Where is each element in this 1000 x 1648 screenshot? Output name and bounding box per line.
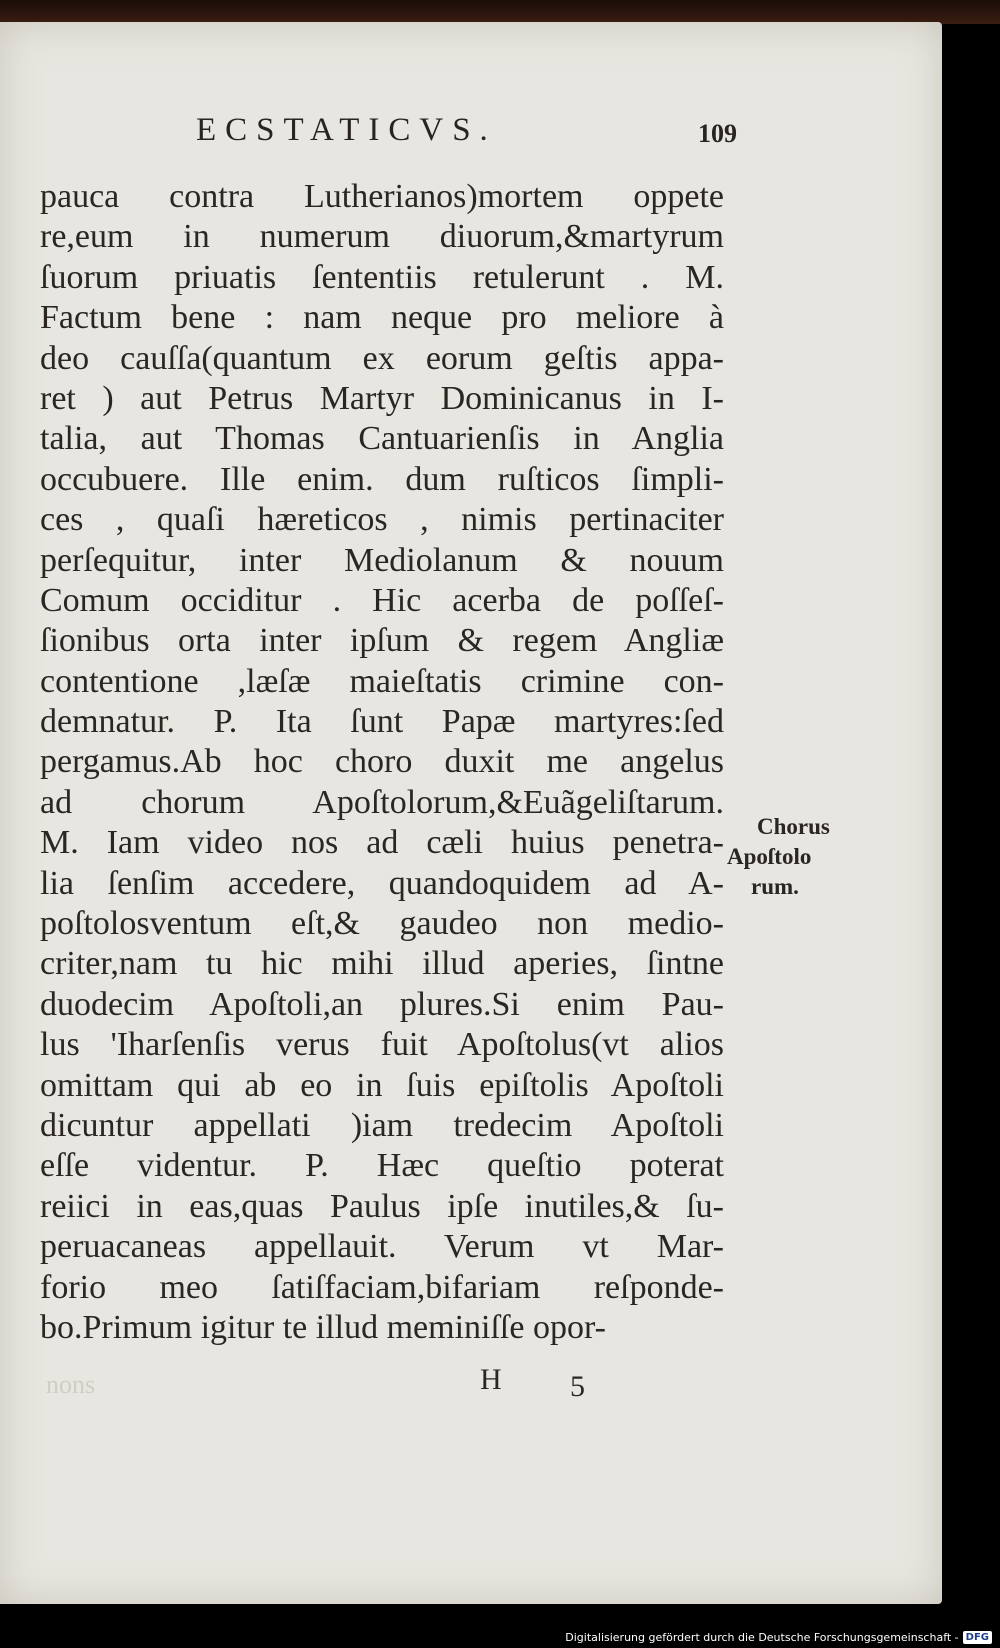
marginal-note-line: Apoſtolo bbox=[727, 844, 812, 869]
book-page bbox=[0, 22, 942, 1604]
text-line: lus 'Iharſenſis verus fuit Apoſtolus(vt alios bbox=[40, 1026, 724, 1064]
main-text-block bbox=[40, 177, 724, 1348]
text-line: ſionibus orta inter ipſum & regem Angliæ bbox=[40, 622, 724, 660]
text-line: contentione ,læſæ maieſtatis crimine con- bbox=[40, 662, 724, 700]
text-line: ces , quaſi hæreticos , nimis pertinaciter bbox=[40, 501, 724, 539]
signature-mark: H bbox=[480, 1363, 506, 1396]
text-line: forio meo ſatiſfaciam,bifariam reſponde- bbox=[40, 1268, 724, 1306]
digitization-footer bbox=[565, 1631, 992, 1644]
text-line: occubuere. Ille enim. dum ruſticos ſimpli- bbox=[40, 460, 724, 498]
text-line: demnatur. P. Ita ſunt Papæ martyres:ſed bbox=[40, 703, 724, 741]
text-line: reiici in eas,quas Paulus ipſe inutiles,& ſu- bbox=[40, 1187, 724, 1225]
marginal-note bbox=[727, 812, 857, 902]
text-line: deo cauſſa(quantum ex eorum geſtis appa- bbox=[40, 339, 724, 377]
book-edge-top bbox=[0, 0, 1000, 24]
text-line: pauca contra Lutherianos)mortem oppete bbox=[40, 178, 724, 215]
text-line: omittam qui ab eo in ſuis epiſtolis Apoſtoli bbox=[40, 1066, 724, 1104]
text-line: poſtolosventum eſt,& gaudeo non medio- bbox=[40, 905, 724, 943]
text-line: duodecim Apoſtoli,an plures.Si enim Pau- bbox=[40, 985, 724, 1023]
text-line: M. Iam video nos ad cæli huius penetra- bbox=[40, 824, 724, 862]
text-line: lia ſenſim accedere, quandoquidem ad A- bbox=[40, 864, 724, 902]
text-line: re,eum in numerum diuorum,&martyrum bbox=[40, 218, 724, 256]
dfg-logo: DFG bbox=[963, 1631, 992, 1644]
text-line: talia, aut Thomas Cantuarienſis in Anglia bbox=[40, 420, 724, 458]
marginal-note-line: Chorus bbox=[757, 814, 830, 839]
text-line: perſequitur, inter Mediolanum & nouum bbox=[40, 541, 724, 579]
text-line: pergamus.Ab hoc choro duxit me angelus bbox=[40, 743, 724, 781]
text-line: Factum bene : nam neque pro meliore à bbox=[40, 299, 724, 337]
text-line: eſſe videntur. P. Hæc queſtio poterat bbox=[40, 1147, 724, 1185]
running-title: ECSTATICVS. bbox=[196, 112, 497, 148]
text-line: ſuorum priuatis ſententiis retulerunt . M. bbox=[40, 258, 724, 296]
marginal-note-line: rum. bbox=[751, 874, 799, 899]
footer-credit-text: Digitalisierung gefördert durch die Deutsche Forschungsgemeinschaft - bbox=[565, 1631, 959, 1644]
text-line: peruacaneas appellauit. Verum vt Mar- bbox=[40, 1228, 724, 1266]
text-line: ad chorum Apoſtolorum,&Euãgeliſtarum. bbox=[40, 783, 724, 821]
text-line: ret ) aut Petrus Martyr Dominicanus in I- bbox=[40, 379, 724, 417]
text-line: criter,nam tu hic mihi illud aperies, ſintne bbox=[40, 945, 724, 983]
folio-number: 109 bbox=[698, 119, 737, 148]
signature-number: 5 bbox=[570, 1370, 585, 1403]
text-line: bo.Primum igitur te illud meminiſſe opor- bbox=[40, 1308, 606, 1346]
text-line: dicuntur appellati )iam tredecim Apoſtoli bbox=[40, 1106, 724, 1144]
text-line: Comum occiditur . Hic acerba de poſſeſ- bbox=[40, 581, 724, 619]
bleed-through-text: nons bbox=[46, 1370, 96, 1399]
